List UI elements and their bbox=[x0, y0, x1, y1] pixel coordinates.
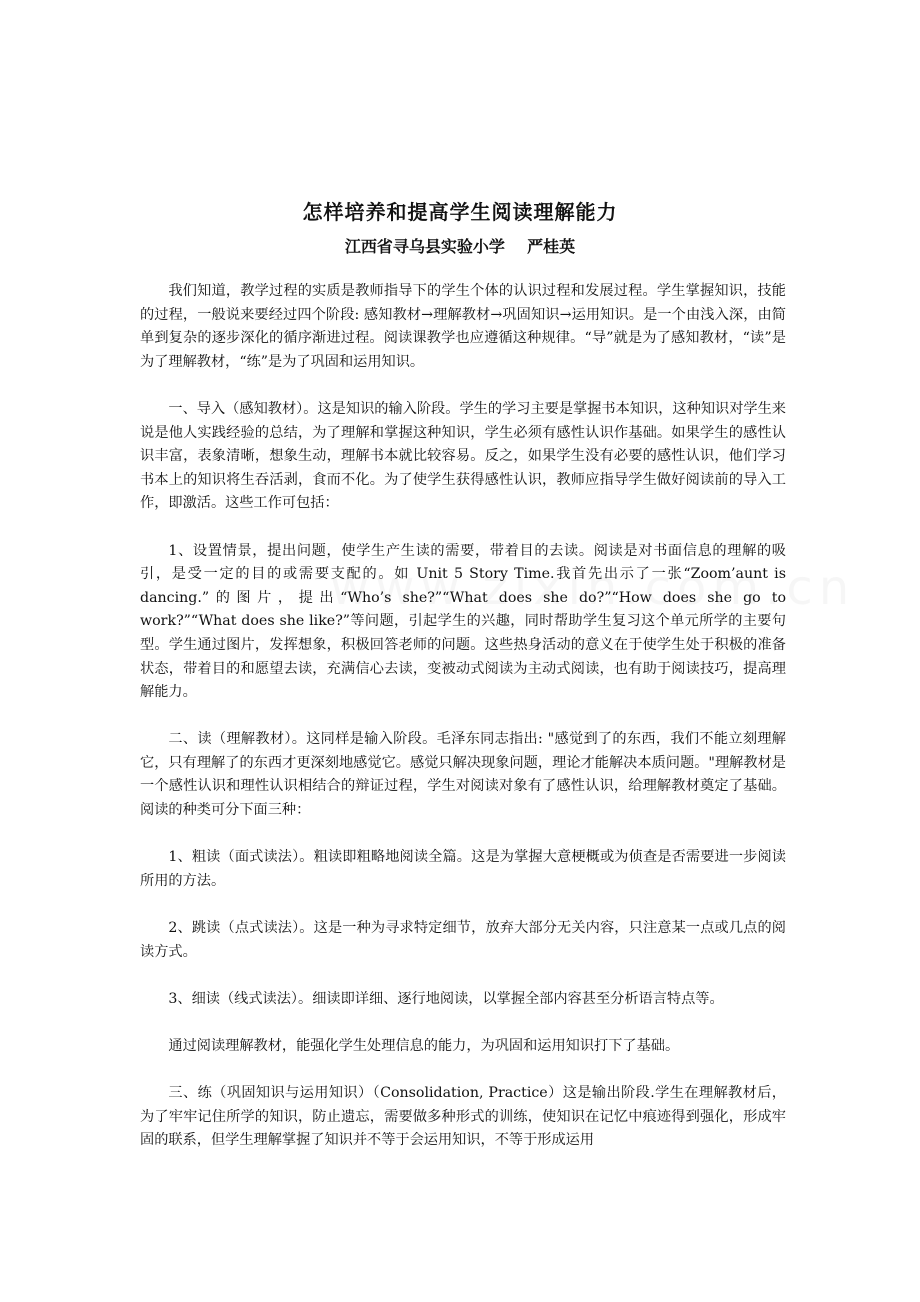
paragraph-section-2-item-2: 2、跳读（点式读法）。这是一种为寻求特定细节，放弃大部分无关内容，只注意某一点或几点的阅读方式。 bbox=[140, 920, 786, 960]
document-subtitle: 江西省寻乌县实验小学 严桂英 bbox=[344, 237, 576, 256]
paragraph-intro: 我们知道，教学过程的实质是教师指导下的学生个体的认识过程和发展过程。学生掌握知识，技能的过程，一般说来要经过四个阶段: 感知教材→理解教材→巩固知识→运用知识。是一个由浅入深，由简单到复杂的逐步深化的循序渐进过程。阅读课教学也应遵循这种规律。“导”就是为了感知教材，“读”是为了理解教材，“练”是为了巩固和运用知识。 bbox=[140, 283, 786, 370]
paragraph-section-3: 三、练（巩固知识与运用知识）（Consolidation, Practice）这是输出阶段.学生在理解教材后，为了牢牢记住所学的知识，防止遗忘，需要做多种形式的训练，使知识在记忆中痕迹得到强化，形成牢固的联系，但学生理解掌握了知识并不等于会运用知识，不等于形成运用 bbox=[140, 1085, 786, 1149]
paragraph-section-2-item-1: 1、粗读（面式读法）。粗读即粗略地阅读全篇。这是为掌握大意梗概或为侦查是否需要进一步阅读所用的方法。 bbox=[140, 849, 786, 889]
paragraph-section-1: 一、导入（感知教材）。这是知识的输入阶段。学生的学习主要是掌握书本知识，这种知识对学生来说是他人实践经验的总结，为了理解和掌握这种知识，学生必须有感性认识作基础。如果学生的感性认识丰富，表象清晰，想象生动，理解书本就比较容易。反之，如果学生没有必要的感性认识，他们学习书本上的知识将生吞活剥，食而不化。为了使学生获得感性认识，教师应指导学生做好阅读前的导入工作，即激活。这些工作可包括： bbox=[140, 400, 786, 512]
paragraph-section-2: 二、读（理解教材）。这同样是输入阶段。毛泽东同志指出: "感觉到了的东西，我们不能立刻理解它，只有理解了的东西才更深刻地感觉它。感觉只解决现象问题，理论才能解决本质问题。"理解教材是一个感性认识和理性认识相结合的辩证过程，学生对阅读对象有了感性认识，给理解教材奠定了基础。阅读的种类可分下面三种： bbox=[140, 731, 786, 819]
document-title: 怎样培养和提高学生阅读理解能力 bbox=[302, 200, 618, 224]
paragraph-section-1-item-1: 1、设置情景，提出问题，使学生产生读的需要，带着目的去读。阅读是对书面信息的理解的吸引，是受一定的目的或需要支配的。如 Unit 5 Story Time.我首先出示了一张“Zoom’aunt is dancing.”的图片，提出“Who’s she?”“What does she do?”“How does she go to work?”“What does she like?”等问题，引起学生的兴趣，同时帮助学生复习这个单元所学的主要句型。学生通过图片，发挥想象，积极回答老师的问题。这些热身活动的意义在于使学生处于积极的准备状态，带着目的和愿望去读，充满信心去读，变被动式阅读为主动式阅读，也有助于阅读技巧，提高理解能力。 bbox=[140, 542, 786, 701]
paragraph-section-2-summary: 通过阅读理解教材，能强化学生处理信息的能力，为巩固和运用知识打下了基础。 bbox=[168, 1038, 680, 1054]
document-body bbox=[140, 280, 786, 1177]
paragraph-section-2-item-3: 3、细读（线式读法）。细读即详细、逐行地阅读，以掌握全部内容甚至分析语言特点等。 bbox=[168, 990, 724, 1007]
